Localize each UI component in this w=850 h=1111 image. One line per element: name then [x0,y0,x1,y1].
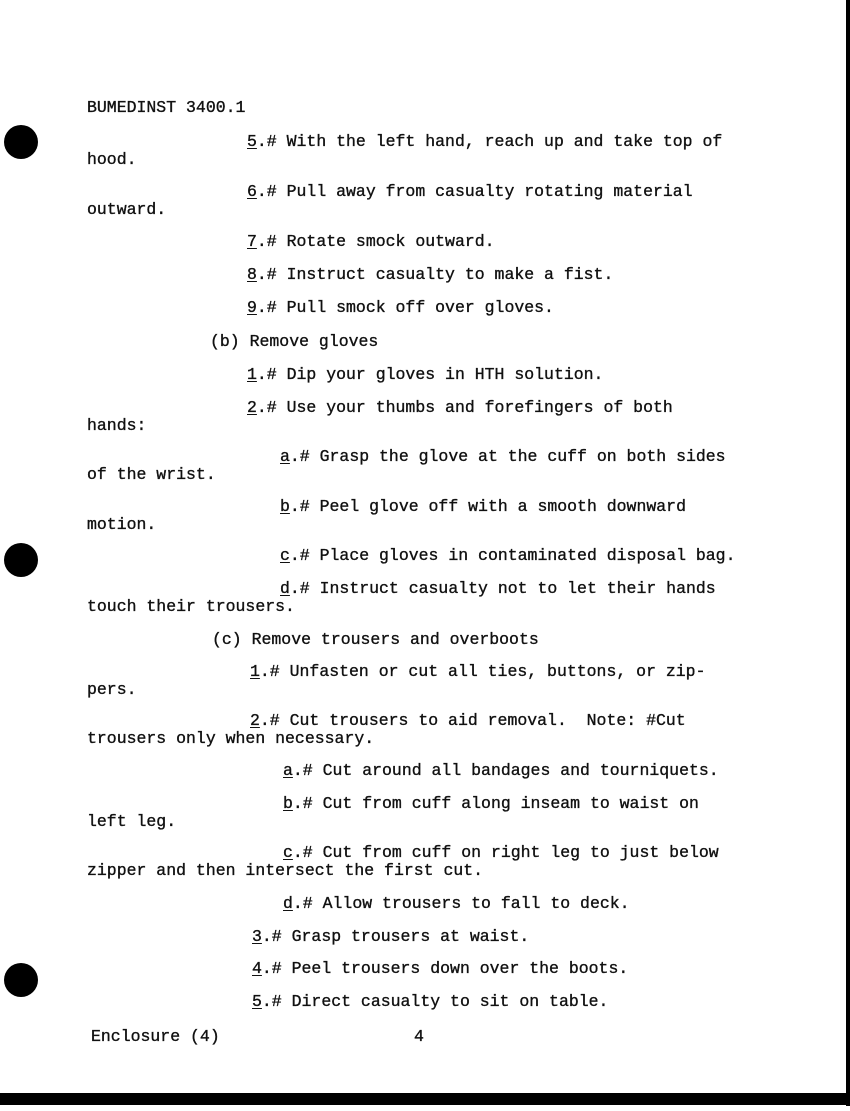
scan-border-bottom [0,1093,850,1105]
step-number: 7 [247,232,257,251]
step-line [280,498,686,516]
step-text: .# Pull smock off over gloves. [256,298,554,317]
step-text: .# Peel trousers down over the boots. [261,959,629,978]
step-number: d [283,894,293,913]
step-continuation: pers. [87,680,137,699]
scan-border-right [846,0,850,1106]
step-text: .# Cut around all bandages and tourniquets. [292,761,719,780]
step-line [247,266,613,284]
step-number: a [283,761,293,780]
step-line [280,580,716,598]
step-line [247,299,554,317]
step-text: (b) Remove gloves [210,332,379,351]
step-line [250,712,686,730]
step-line [247,133,722,151]
punch-hole [4,543,38,577]
step-line [247,366,603,384]
step-line [212,631,539,649]
step-number: 3 [252,927,262,946]
step-text: .# Place gloves in contaminated disposal bag. [289,546,736,565]
step-continuation: motion. [87,515,157,534]
step-number: 2 [250,711,260,730]
step-line [283,762,719,780]
step-continuation: of the wrist. [87,465,216,484]
step-line [247,233,495,251]
step-text: .# Cut from cuff on right leg to just below [292,843,719,862]
step-number: c [280,546,290,565]
step-continuation: hood. [87,150,137,169]
step-text: .# Unfasten or cut all ties, buttons, or zip- [259,662,706,681]
footer-enclosure: Enclosure (4) [91,1027,220,1046]
step-text: .# Instruct casualty not to let their hands [289,579,716,598]
step-number: 5 [247,132,257,151]
step-number: 6 [247,182,257,201]
step-number: 9 [247,298,257,317]
step-continuation: zipper and then intersect the first cut. [87,861,484,880]
step-number: 8 [247,265,257,284]
step-text: .# Dip your gloves in HTH solution. [256,365,604,384]
step-text: .# Peel glove off with a smooth downward [289,497,686,516]
step-text: .# Allow trousers to fall to deck. [292,894,630,913]
step-number: 1 [247,365,257,384]
step-line [283,895,630,913]
step-continuation: trousers only when necessary. [87,729,375,748]
page-number: 4 [414,1027,424,1046]
step-number: c [283,843,293,862]
step-continuation: left leg. [87,812,177,831]
step-text: .# Grasp trousers at waist. [261,927,530,946]
step-text: .# Pull away from casualty rotating material [256,182,693,201]
step-text: .# Rotate smock outward. [256,232,495,251]
step-line [252,928,529,946]
step-text: .# Direct casualty to sit on table. [261,992,609,1011]
punch-hole [4,963,38,997]
step-line [210,333,378,351]
step-line [280,547,735,565]
step-continuation: touch their trousers. [87,597,295,616]
step-line [283,844,719,862]
step-line [252,960,628,978]
step-text: .# Grasp the glove at the cuff on both sides [289,447,726,466]
step-number: 1 [250,662,260,681]
step-number: 2 [247,398,257,417]
step-number: d [280,579,290,598]
punch-hole [4,125,38,159]
step-number: 5 [252,992,262,1011]
step-text: .# Instruct casualty to make a fist. [256,265,614,284]
step-number: b [283,794,293,813]
step-continuation: hands: [87,416,147,435]
step-line [283,795,699,813]
step-text: .# With the left hand, reach up and take top of [256,132,723,151]
step-line [280,448,726,466]
step-text: .# Use your thumbs and forefingers of both [256,398,673,417]
step-text: .# Cut trousers to aid removal. Note: #Cut [259,711,686,730]
step-text: .# Cut from cuff along inseam to waist on [292,794,699,813]
step-text: (c) Remove trousers and overboots [212,630,539,649]
step-line [247,399,673,417]
step-line [252,993,608,1011]
document-header: BUMEDINST 3400.1 [87,98,246,117]
step-line [247,183,693,201]
step-continuation: outward. [87,200,167,219]
step-number: b [280,497,290,516]
step-number: 4 [252,959,262,978]
step-number: a [280,447,290,466]
step-line [250,663,705,681]
